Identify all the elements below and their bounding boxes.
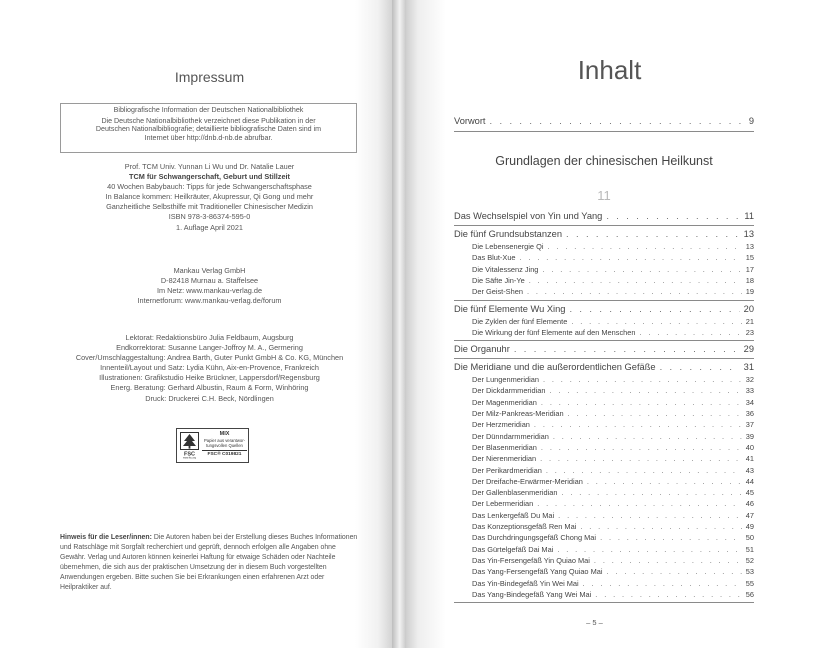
toc-leader-dots: [583, 579, 742, 588]
toc-entry-page: 33: [745, 386, 754, 396]
reader-notice-label: Hinweis für die Leser/innen:: [60, 534, 152, 541]
toc-subentry: [472, 242, 754, 252]
toc-entry-title: Die Organuhr: [454, 344, 510, 355]
toc-leader-dots: [553, 432, 742, 441]
toc-entry-page: 23: [745, 327, 754, 337]
toc-entry-title: Die Vitalessenz Jing: [472, 264, 539, 274]
toc-entry-title: Der Dreifache-Erwärmer-Meridian: [472, 476, 583, 486]
toc-subentry: [472, 386, 754, 396]
toc-subentry: [472, 545, 754, 555]
toc-divider: [454, 300, 754, 301]
toc-divider: [454, 358, 754, 359]
publisher-name: Mankau Verlag GmbH: [173, 266, 246, 275]
toc-entry-title: Die Wirkung der fünf Elemente auf den Menschen: [472, 327, 636, 337]
toc-subentry: [472, 443, 754, 453]
toc-entry-page: 45: [745, 488, 754, 498]
fsc-tree-icon: [180, 432, 199, 459]
toc-entry-page: 21: [745, 316, 754, 326]
impressum-title: Impressum: [174, 69, 245, 85]
publisher-website: Im Netz: www.mankau-verlag.de: [156, 286, 263, 296]
toc-leader-dots: [580, 522, 741, 531]
toc-entry-page: 17: [745, 264, 754, 274]
toc-divider: [454, 131, 754, 132]
toc-leader-dots: [569, 304, 739, 314]
reader-notice: [60, 533, 360, 594]
toc-entry-page: 49: [745, 522, 754, 531]
toc-leader-dots: [607, 567, 742, 576]
toc-entry-title: Das Lenkergefäß Du Mai: [472, 510, 555, 520]
credit-line: Endkorrektorat: Susanne Langer-Joffroy M. A., Germering: [116, 343, 303, 353]
toc-entry-page: 43: [745, 465, 754, 475]
toc-subentry: [472, 533, 754, 543]
toc-leader-dots: [587, 477, 742, 486]
toc-entry-page: 51: [745, 544, 754, 554]
biblio-line: Bibliografische Information der Deutschen Nationalbibliothek: [113, 106, 304, 114]
toc-entry-title: Der Lungenmeridian: [472, 375, 539, 385]
toc-subentry: [472, 511, 754, 521]
toc-chapter-entry: [454, 344, 754, 356]
toc-subentry: [472, 522, 754, 532]
toc-subentry: [472, 409, 754, 419]
credit-line: Lektorat: Redaktionsbüro Julia Feldbaum, Augsburg: [125, 333, 294, 342]
toc-entry-page: 53: [745, 567, 754, 577]
biblio-line: Internet über http://dnb.d-nb.de abrufbar.: [144, 133, 273, 142]
toc-entry-page: 29: [743, 344, 754, 355]
toc-entry-page: 18: [745, 275, 754, 285]
toc-leader-dots: [557, 545, 741, 554]
book-subtitle: Ganzheitliche Selbsthilfe mit Traditioneller Chinesischer Medizin: [106, 202, 313, 212]
toc-leader-dots: [566, 229, 740, 239]
page-number: – 5 –: [586, 618, 603, 627]
toc-divider: [454, 340, 754, 341]
toc-entry-title: Die Meridiane und die außerordentlichen Gefäße: [454, 362, 656, 373]
toc-entry-page: 20: [743, 303, 754, 314]
isbn: ISBN 978-3-86374-595-0: [168, 212, 251, 222]
toc-leader-dots: [571, 317, 741, 326]
edition: 1. Auflage April 2021: [176, 222, 243, 232]
publisher-info: [60, 266, 359, 306]
toc-entry-page: 36: [745, 409, 754, 418]
toc-divider: [454, 225, 754, 226]
toc-leader-dots: [490, 116, 745, 126]
toc-leader-dots: [550, 386, 742, 395]
toc-entry-title: Das Yin-Fersengefäß Yin Quiao Mai: [472, 555, 590, 565]
toc-entry-title: Die Lebensenergie Qi: [472, 242, 544, 251]
toc-subentry: [472, 432, 754, 442]
toc-leader-dots: [594, 556, 742, 565]
toc-entry-title: Der Geist-Shen: [472, 287, 523, 297]
toc-entry-title: Das Wechselspiel von Yin und Yang: [454, 211, 603, 221]
toc-leader-dots: [561, 488, 741, 497]
credit-line: Illustrationen: Grafikstudio Heike Brückner, Lappersdorf/Regensburg: [99, 373, 320, 383]
toc-leader-dots: [542, 265, 741, 274]
toc-entry-title: Der Herzmeridian: [472, 420, 530, 430]
toc-leader-dots: [540, 454, 742, 463]
toc-entry-title: Die fünf Elemente Wu Xing: [454, 303, 566, 314]
toc-subentry: [472, 317, 754, 327]
toc-entry-page: 40: [745, 442, 754, 452]
toc-chapter-entry: [454, 362, 754, 374]
toc-subentry: [472, 276, 754, 286]
toc-leader-dots: [558, 511, 742, 520]
toc-subentry: [472, 454, 754, 464]
toc-chapter-entry: [454, 304, 754, 316]
toc-entry-title: Das Yang-Fersengefäß Yang Quiao Mai: [472, 567, 603, 577]
toc-entry-page: 50: [745, 533, 754, 543]
section-page-number: 11: [597, 188, 611, 203]
toc-entry-page: 11: [744, 211, 754, 221]
toc-subentry: [472, 420, 754, 430]
toc-leader-dots: [568, 409, 742, 418]
book-subtitle: 40 Wochen Babybauch: Tipps für jede Schwangerschaftsphase: [107, 182, 312, 192]
credit-line: Cover/Umschlaggestaltung: Andrea Barth, Guter Punkt GmbH & Co. KG, München: [75, 353, 344, 363]
toc-leader-dots: [543, 375, 742, 384]
toc-subentry: [472, 253, 754, 263]
toc-entry-title: Der Magenmeridian: [472, 397, 537, 407]
toc-subentry: [472, 477, 754, 487]
toc-entry-page: 31: [743, 362, 754, 373]
book-gutter: [392, 0, 406, 648]
publisher-forum: Internetforum: www.mankau-verlag.de/forum: [137, 296, 282, 306]
toc-entry-page: 47: [745, 510, 754, 520]
toc-entry-title: Der Gallenblasenmeridian: [472, 488, 558, 498]
toc-entry-page: 46: [745, 499, 754, 509]
credit-line: Energ. Beratung: Gerhard Albustin, Raum & Form, Winhöring: [110, 383, 309, 393]
fsc-text: [202, 431, 247, 457]
toc-leader-dots: [606, 211, 740, 221]
toc-subentry: [472, 556, 754, 566]
fsc-paper-text: Papier aus verantwor-tungsvollen Quellen: [204, 438, 245, 448]
toc-chapter-entry: [454, 211, 754, 223]
toc-subentry: [472, 499, 754, 509]
fsc-site: www.fsc.org: [183, 456, 196, 459]
toc-subentry: [472, 328, 754, 338]
toc-leader-dots: [640, 328, 742, 337]
toc-entry-title: Der Nierenmeridian: [472, 454, 537, 464]
toc-entry-title: Der Perikardmeridian: [472, 465, 542, 475]
fsc-code: FSC® C019821: [202, 450, 247, 457]
toc-divider: [454, 602, 754, 603]
biblio-line: Deutschen Nationalbibliografie; detaillierte bibliografische Daten sind im: [95, 125, 322, 134]
toc-entry-title: Der Milz-Pankreas-Meridian: [472, 409, 564, 418]
fsc-brand: FSC: [184, 451, 195, 458]
toc-entry-page: 52: [745, 555, 754, 565]
toc-subentry: [472, 287, 754, 297]
toc-subentry: [472, 375, 754, 385]
credits: [60, 333, 359, 404]
toc-leader-dots: [541, 398, 742, 407]
toc-chapter-entry: [454, 229, 754, 241]
toc-entry-page: 34: [745, 397, 754, 407]
book-info: [60, 162, 359, 233]
toc-leader-dots: [520, 253, 742, 262]
publisher-address: D-82418 Murnau a. Staffelsee: [160, 276, 259, 286]
fsc-logo: [176, 428, 249, 463]
toc-entry-title: Das Blut-Xue: [472, 253, 516, 263]
toc-subentry: [472, 265, 754, 275]
toc-entry-vorwort: [454, 116, 754, 128]
toc-entry-page: 19: [745, 287, 754, 297]
toc-entry-page: 37: [745, 420, 754, 430]
book-subtitle: In Balance kommen: Heilkräuter, Akupressur, Qi Gong und mehr: [105, 192, 314, 202]
toc-entry-page: 9: [748, 116, 754, 126]
toc-leader-dots: [537, 499, 742, 508]
toc-entry-page: 13: [743, 229, 754, 239]
toc-entry-title: Das Yang-Bindegefäß Yang Wei Mai: [472, 589, 592, 599]
bibliographic-info-box: [60, 103, 357, 153]
toc-entry-page: 56: [745, 589, 754, 599]
toc-leader-dots: [546, 466, 742, 475]
toc-subentry: [472, 567, 754, 577]
toc-subentry: [472, 488, 754, 498]
toc-subentry: [472, 579, 754, 589]
contents-title: Inhalt: [577, 55, 642, 85]
toc-entry-title: Der Dickdarmmeridian: [472, 386, 546, 396]
section-heading: Grundlagen der chinesischen Heilkunst: [495, 154, 713, 168]
toc-leader-dots: [541, 443, 742, 452]
biblio-line: Die Deutsche Nationalbibliothek verzeichnet diese Publikation in der: [101, 116, 316, 125]
toc-entry-title: Das Gürtelgefäß Dai Mai: [472, 544, 554, 554]
book-title: TCM für Schwangerschaft, Geburt und Stillzeit: [129, 172, 290, 182]
toc-entry-page: 44: [745, 476, 754, 486]
toc-entry-title: Die Zyklen der fünf Elemente: [472, 316, 568, 326]
toc-entry-page: 41: [745, 454, 754, 464]
toc-entry-title: Der Lebermeridian: [472, 499, 534, 509]
toc-leader-dots: [600, 533, 742, 542]
credit-line: Innenteil/Layout und Satz: Lydia Kühn, Aix-en-Provence, Frankreich: [100, 363, 319, 373]
toc-entry-title: Das Yin-Bindegefäß Yin Wei Mai: [472, 578, 579, 588]
reader-notice-text: Die Autoren haben bei der Erstellung dieses Buches Informationen und Ratschläge mit Sorgfalt recherchiert und geprüft, dennoch erfolgen alle Angaben ohne Gewähr. Verlag und Autoren können keinerlei Haftung für etwaige Schäden oder Nachteile übernehmen, die sich aus der praktischen Umsetzung der in diesem Buch vorgestellten Anwendungen ergeben. Bitte suchen Sie bei Erkrankungen einen erfahrenen Arzt oder Heilpraktiker auf.: [60, 534, 358, 592]
toc-leader-dots: [514, 344, 740, 354]
toc-leader-dots: [534, 420, 742, 429]
toc-entry-page: 39: [745, 431, 754, 441]
toc-entry-title: Das Durchdringungsgefäß Chong Mai: [472, 533, 597, 543]
toc-entry-page: 55: [745, 578, 754, 588]
toc-entry-title: Das Konzeptionsgefäß Ren Mai: [472, 522, 577, 531]
toc-entry-title: Die fünf Grundsubstanzen: [454, 229, 563, 239]
toc-leader-dots: [595, 590, 741, 599]
toc-subentry: [472, 590, 754, 600]
toc-entry-page: 32: [745, 375, 754, 385]
toc-leader-dots: [529, 276, 742, 285]
toc-subentry: [472, 398, 754, 408]
toc-leader-dots: [548, 242, 742, 251]
authors: Prof. TCM Univ. Yunnan Li Wu und Dr. Natalie Lauer: [124, 162, 295, 171]
toc-entry-title: Der Dünndarmmeridian: [472, 431, 549, 441]
toc-entry-title: Vorwort: [454, 116, 486, 126]
credit-line: Druck: Druckerei C.H. Beck, Nördlingen: [145, 393, 274, 403]
toc-entry-title: Die Säfte Jin-Ye: [472, 275, 525, 285]
toc-entry-page: 15: [745, 253, 754, 263]
toc-leader-dots: [527, 287, 742, 296]
fsc-mix: MIX: [219, 431, 230, 437]
toc-leader-dots: [660, 362, 740, 372]
toc-subentry: [472, 466, 754, 476]
toc-entry-title: Der Blasenmeridian: [472, 442, 537, 452]
toc-entry-page: 13: [745, 242, 754, 251]
